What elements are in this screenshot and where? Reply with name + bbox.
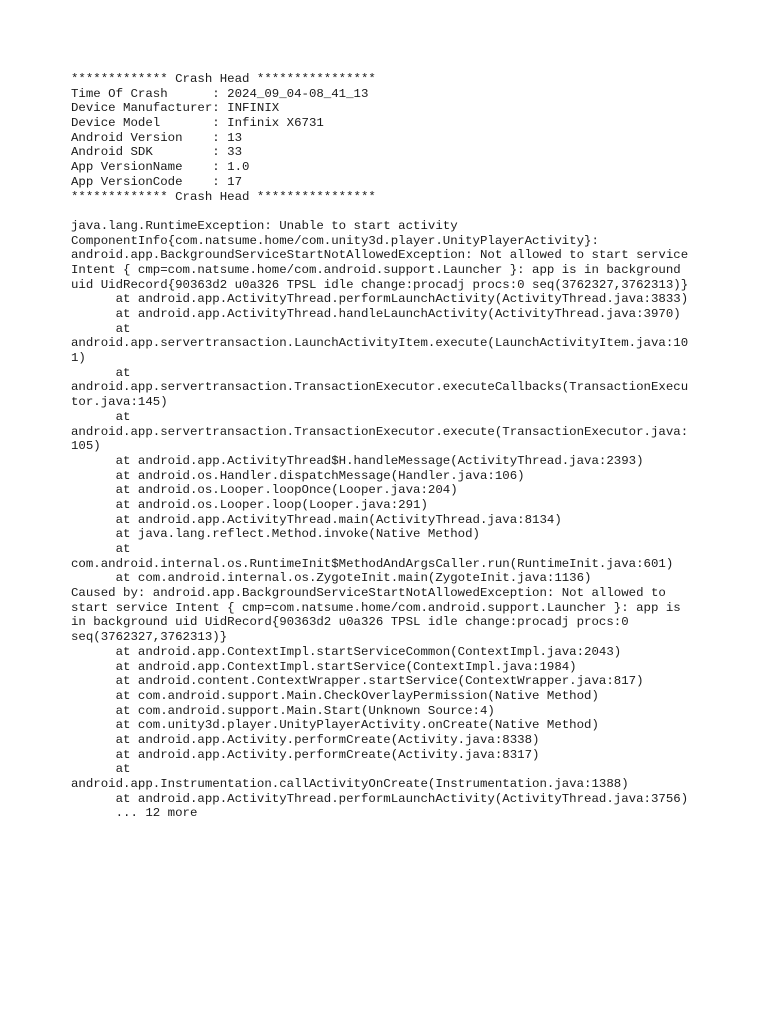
log-line: Device Manufacturer: INFINIX — [71, 101, 280, 116]
log-line: at android.app.Activity.performCreate(Activity.java:8338) — [71, 732, 540, 747]
log-line: 105) — [71, 439, 101, 454]
log-line: at android.os.Looper.loopOnce(Looper.java:204) — [71, 483, 458, 498]
log-line: in background uid UidRecord{90363d2 u0a326 TPSL idle change:procadj procs:0 — [71, 615, 629, 630]
log-line: at android.content.ContextWrapper.startService(ContextWrapper.java:817) — [71, 674, 644, 689]
log-line — [71, 204, 711, 219]
log-line: at android.app.ActivityThread.performLaunchActivity(ActivityThread.java:3756) — [71, 791, 689, 806]
log-line: at android.app.ContextImpl.startServiceCommon(ContextImpl.java:2043) — [71, 644, 622, 659]
log-line: ************* Crash Head **************** — [71, 72, 376, 86]
log-line: android.app.Instrumentation.callActivityOnCreate(Instrumentation.java:1388) — [71, 777, 629, 791]
log-line: android.app.BackgroundServiceStartNotAllowedException: Not allowed to start service — [71, 248, 689, 263]
log-line: at — [71, 365, 131, 380]
log-line: at android.app.ActivityThread$H.handleMessage(ActivityThread.java:2393) — [71, 453, 644, 468]
log-line: android.app.servertransaction.TransactionExecutor.execute(TransactionExecutor.java: — [71, 424, 689, 439]
log-line: at android.os.Handler.dispatchMessage(Handler.java:106) — [71, 468, 525, 483]
log-line: Android SDK : 33 — [71, 145, 243, 160]
log-line: at android.app.Activity.performCreate(Activity.java:8317) — [71, 747, 540, 762]
log-line: at com.unity3d.player.UnityPlayerActivity.onCreate(Native Method) — [71, 718, 599, 733]
log-line: java.lang.RuntimeException: Unable to start activity — [71, 218, 458, 233]
log-line: at com.android.support.Main.Start(Unknown Source:4) — [71, 703, 495, 718]
log-line: at android.os.Looper.loop(Looper.java:291) — [71, 497, 428, 512]
log-line: at java.lang.reflect.Method.invoke(Native Method) — [71, 527, 480, 542]
log-line: uid UidRecord{90363d2 u0a326 TPSL idle change:procadj procs:0 seq(3762327,3762313)} — [71, 277, 689, 292]
log-line: at — [71, 542, 131, 556]
log-line: App VersionCode : 17 — [71, 174, 243, 189]
log-line: at — [71, 762, 131, 777]
log-line: android.app.servertransaction.TransactionExecutor.executeCallbacks(TransactionExecu — [71, 380, 689, 395]
log-line: start service Intent { cmp=com.natsume.home/com.android.support.Launcher }: app is — [71, 600, 681, 615]
log-line: ComponentInfo{com.natsume.home/com.unity3d.player.UnityPlayerActivity}: — [71, 233, 599, 248]
log-line: at — [71, 321, 131, 336]
log-line: Device Model : Infinix X6731 — [71, 116, 324, 131]
log-line: seq(3762327,3762313)} — [71, 630, 228, 645]
log-line: 1) — [71, 351, 86, 366]
log-line: Android Version : 13 — [71, 130, 243, 145]
log-line: android.app.servertransaction.LaunchActivityItem.execute(LaunchActivityItem.java:10 — [71, 336, 689, 351]
log-line: at — [71, 409, 131, 424]
crash-log-document — [71, 72, 711, 821]
log-line: ... 12 more — [71, 806, 198, 821]
log-line: at android.app.ActivityThread.main(ActivityThread.java:8134) — [71, 512, 562, 527]
log-line: at com.android.support.Main.CheckOverlayPermission(Native Method) — [71, 688, 599, 703]
log-line: App VersionName : 1.0 — [71, 160, 250, 175]
log-line: at android.app.ContextImpl.startService(ContextImpl.java:1984) — [71, 659, 577, 674]
log-line: Caused by: android.app.BackgroundServiceStartNotAllowedException: Not allowed to — [71, 586, 666, 601]
log-line: at com.android.internal.os.ZygoteInit.main(ZygoteInit.java:1136) — [71, 571, 592, 586]
log-line: tor.java:145) — [71, 395, 168, 410]
log-line: com.android.internal.os.RuntimeInit$MethodAndArgsCaller.run(RuntimeInit.java:601) — [71, 556, 674, 571]
log-line: at android.app.ActivityThread.performLaunchActivity(ActivityThread.java:3833) — [71, 292, 689, 307]
log-line: Time Of Crash : 2024_09_04-08_41_13 — [71, 86, 369, 101]
log-line: at android.app.ActivityThread.handleLaunchActivity(ActivityThread.java:3970) — [71, 307, 681, 321]
log-line: Intent { cmp=com.natsume.home/com.android.support.Launcher }: app is in background — [71, 262, 681, 277]
log-line: ************* Crash Head **************** — [71, 189, 376, 204]
